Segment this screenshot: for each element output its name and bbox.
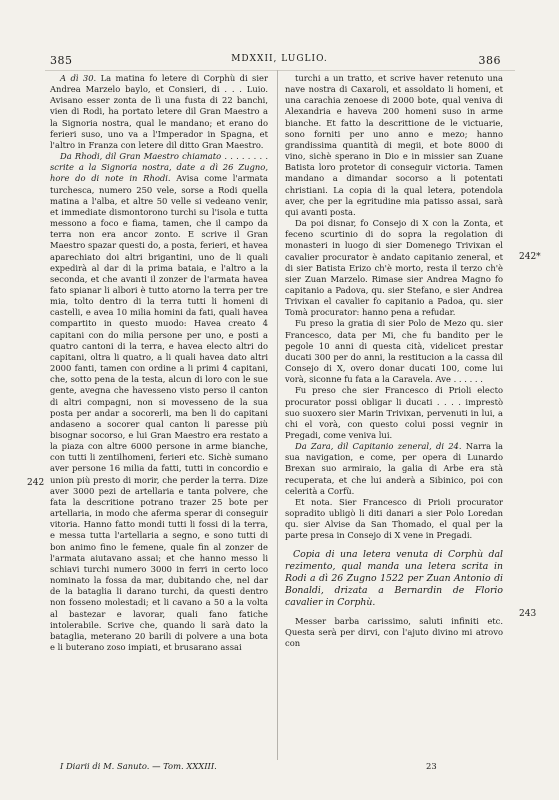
paragraph (285, 385, 503, 441)
paragraph (285, 497, 503, 542)
paragraph-body: Fu preso che sier Francesco di Prioli electo procurator possi obligar li ducati . . . . imprestò suo suoxero sier Marin Trivixan, pervenuti in lui, a chi el vorà, con questo colui possi vegnir in Pregadi, come veniva lui. (285, 385, 503, 440)
margin-number-right-top: 242* (519, 252, 541, 262)
paragraph (50, 151, 268, 653)
paragraph-body: La matina fo letere di Corphù di sier Andrea Marzelo baylo, et Consieri, di . . . Luio. Avisano esser zonta de lì una fusta di 22 banchi, vien di Rodi, ha portato letere dil Gran Maestro a la Signoria nostra, qual le mandano; et erano do ferieri suso, uno va a l'Imperador in Spagna, et l'altro in Franza con letere dil ditto Gran Maestro. (50, 73, 268, 150)
right-text-column (285, 73, 503, 649)
page-number-right: 386 (478, 54, 501, 67)
section-gap (285, 609, 503, 616)
running-title: MDXXII, LUGLIO. (231, 54, 328, 64)
letter-heading: Copia di una letera venuta di Corphù dal rezimento, qual manda una letera scrita in Rodi a dì 26 Zugno 1522 per Zuan Antonio di Bonaldi, drizata a Bernardin de Florio cavalier in Corphù. (285, 548, 503, 608)
footer-signature: 23 (426, 761, 437, 771)
section-gap (285, 542, 503, 549)
paragraph-body: turchi a un tratto, et scrive haver retenuto una nave nostra di Caxaroli, et assoldato li homeni, et una carachia zenoese di 2000 bote, qual veniva di Alexandria e haveva 200 homeni suso in arme bianche. Et fatto la descrittione de le victuarie, sono forniti per uno anno e mezo; hanno grandissima quantità di megii, et bote 8000 di vino, sichè sperano in Dio e in missier san Zuane Batista loro protetor di conseguir victoria. Tamen mandano a dimandar socorso a li potentati christiani. La copia di la qual letera, potendola aver, che per la egritudine mia patisso assai, sarà qui avanti posta. (285, 73, 503, 217)
paragraph (285, 616, 503, 649)
paragraph-body: Da poi disnar, fo Consejo di X con la Zonta, et feceno scurtinio di do sopra la regolation di monasteri in luogo di sier Domenego Trivixan el cavalier procurator è andato capitanio zeneral, et di sier Batista Erizo ch'è morto, resta il terzo ch'è sier Zuan Marzelo. Rimase sier Andrea Magno fo capitanio a Padova, qu. sier Stefano, e sier Andrea Trivixan el cavalier fo capitanio a Padoa, qu. sier Tomà procurator: hanno pena a refudar. (285, 218, 503, 318)
paragraph (50, 73, 268, 151)
paragraph (285, 218, 503, 318)
paragraph (285, 318, 503, 385)
margin-number-left: 242 (27, 478, 45, 488)
paragraph-body: Narra la sua navigation, e come, per opera di Lunardo Brexan suo armiraio, la galia di Arbe era stà recuperata, et che lui anderà a Sibinico, poi con celerità a Corfù. (285, 441, 503, 496)
paragraph-lead: Da Rhodi, dil Gran Maestro chiamato . . . . . . . . scrite a la Signoria nostra, date a dì 26 Zugno, hore do di note in Rhodi. (50, 151, 268, 184)
paragraph-lead: A dì 30. (60, 73, 97, 83)
paragraph-body: Messer barba carissimo, saluti infiniti etc. Questa serà per dirvi, con l'ajuto divino mi atrovo con (285, 615, 503, 648)
left-text-column (50, 73, 268, 653)
paragraph (285, 441, 503, 497)
paragraph-body: Fu preso la gratia di sier Polo de Mezo qu. sier Francesco, data per Mi, che fu bandito per le pegole 10 anni di questa cità, videlicet prestar ducati 300 per do anni, la restitucion a la cassa dil Consejo di X, overo donar ducati 100, come lui vorà, siconne fu fata a la Caravela. Ave . . . . . . (285, 318, 503, 385)
margin-number-right-bottom: 243 (519, 609, 537, 619)
footer-source: I Diarii di M. Sanuto. — Tom. XXXIII. (60, 761, 217, 771)
column-divider (277, 70, 278, 760)
header-rule (45, 70, 515, 71)
page-number-left: 385 (50, 54, 73, 67)
paragraph-lead: Da Zara, dil Capitanio zeneral, di 24. (295, 441, 462, 452)
paragraph-body: Avisa come l'armata turchesca, numero 250 vele, sorse a Rodi quella matina a l'alba, et altre 50 velle si vedeano venir, et immediate dismontorono turchi su l'isola e tutta messono a foco e fiama, tamen, che il campo da terra non era ancor zonto. E scrive il Gran Maestro spazar questi do, a posta, ferieri, et havea aparechiato doi altri brigantini, uno de li quali expedirà al dar di la prima bataia, e l'altro a la seconda, et che avanti il zonzer de l'armata havea fato spianar li albori è tutto atorno la terra per tre mia, tolto dentro di la terra tutti li homeni di castelli, e avea 10 milia homini da fati, quali havea compartito in questo muodo: Havea creato 4 capitani con do milia persone per uno, e posti a quatro cantoni di la terra, e havea electo altri do capitani, oltra li quatro, a li quali havea dato altri 2000 fanti, tamen con ordine a li primi 4 capitani, che, sotto pena de la testa, alcun di loro con le sue gente, avegna che havesseno visto perso il canton di altri compagni, non si movesseno de la sua posta per andar a socorerli, ma ben li do capitani andaseno a socorer qual canton li paresse più bisognar socorso, e lui Gran Maestro era restato a la piaza con altre 6000 persone in arme bianche, con tutti li zentilhomeni, ferieri etc. Sichè sumano aver persone 16 milia da fatti, tutti in concordio e union più presto di morir, che perder la terra. Dize aver 3000 pezi de artellaria e tanta polvere, che fata la descritione potrano trazer 25 bote per artellaria, in modo che aferma sperar di conseguir vitoria. Hanno fatto mondi tutti li fossi di la terra, e messa tutta l'artellaria a segno, e sono tutti di bon animo fino le femene, quale fin al zonzer de l'armata aiutavano assai; et che hanno messo li schiavi turchi numero 3000 in ferri in certo loco nominato la fossa da mar, dubitando che, nel dar de la bataglia li darano turchi, da questi dentro non fosseno molestadi; et li cavano a 50 a la volta al bastezar e lavorar, quali fano fatiche intolerabile. Scrive che, quando li sarà dato la bataglia, meterano 20 barili di polvere a una bota e li buterano zoso impiati, et brusarano assai (50, 173, 268, 652)
paragraph (285, 73, 503, 218)
paragraph-body: Et nota. Sier Francesco di Prioli procurator sopradito ubligò li diti danari a sier Polo Loredan qu. sier Alvise da San Thomado, el qual per la parte presa in Consejo di X vene in Pregadi. (285, 496, 503, 541)
